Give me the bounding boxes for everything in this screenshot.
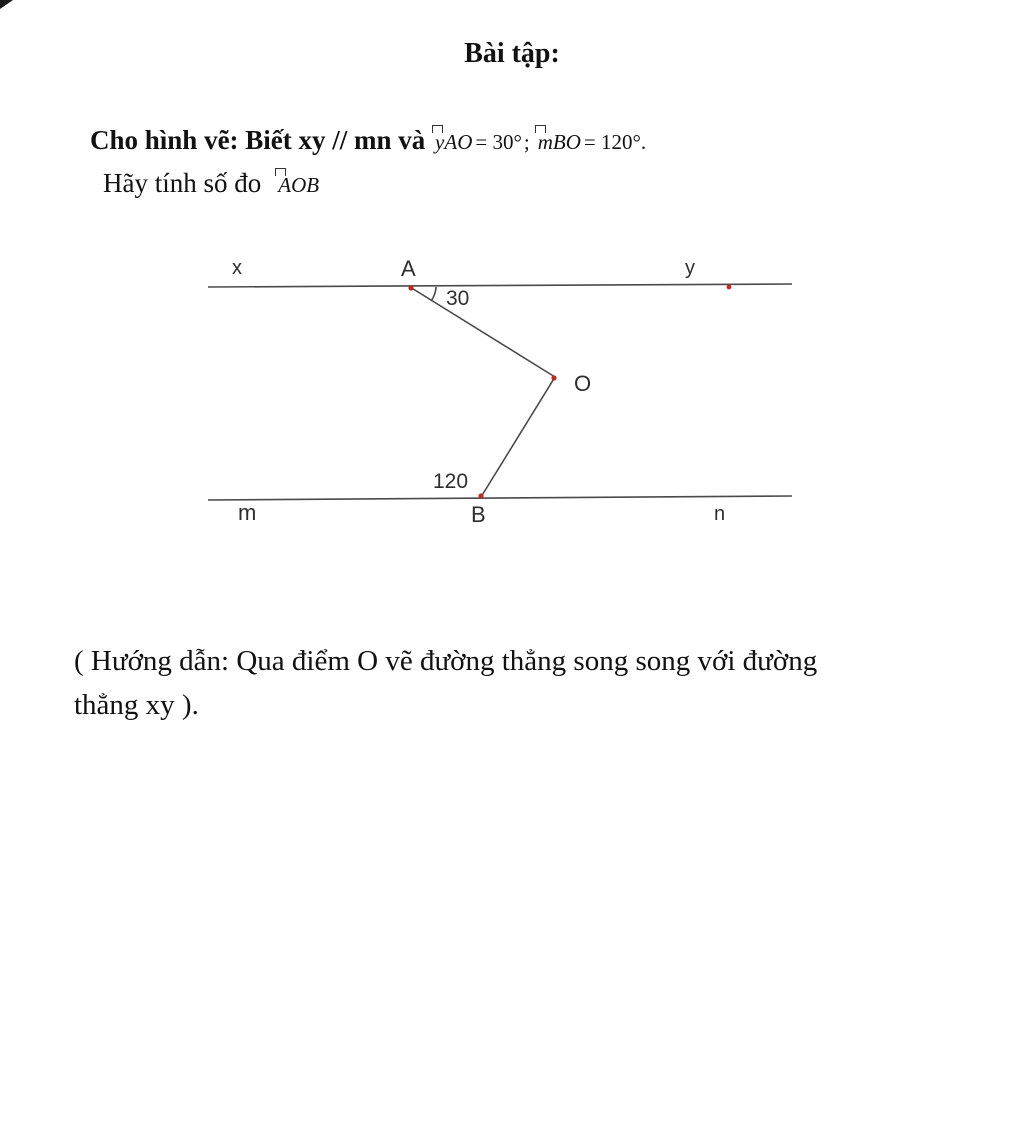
separator: ; <box>523 130 530 154</box>
angle-yAO-label: yAO <box>432 128 472 157</box>
label-O: O <box>574 371 592 396</box>
problem-statement <box>90 122 970 203</box>
line-xy <box>208 284 792 287</box>
problem-line-2 <box>90 165 970 203</box>
line-mn <box>208 496 792 500</box>
angle-AOB-label: AOB <box>275 171 319 200</box>
label-A: A <box>401 256 416 281</box>
problem-line-1 <box>90 122 970 160</box>
scan-artifact <box>0 0 13 9</box>
angle-arc-A <box>431 287 436 301</box>
angle-mBO-label: mBO <box>535 128 581 157</box>
hint-line-2: thẳng xy ). <box>74 688 199 721</box>
segment-OB <box>481 377 555 497</box>
label-angle-120: 120 <box>433 470 469 493</box>
label-n: n <box>714 503 726 525</box>
angle-mBO-value: = 120° <box>583 130 641 154</box>
problem-math <box>432 130 646 154</box>
label-x: x <box>232 257 242 279</box>
point-O-dot <box>551 375 556 380</box>
label-angle-30: 30 <box>446 287 470 310</box>
point-y-dot <box>727 285 732 290</box>
problem-lead-text: Cho hình vẽ: Biết xy // mn và <box>90 125 426 155</box>
period: . <box>640 130 647 154</box>
label-m: m <box>238 500 257 525</box>
angle-yAO-value: = 30° <box>475 130 522 154</box>
problem-question-text: Hãy tính số đo <box>103 167 262 198</box>
geometry-diagram <box>180 243 820 543</box>
hint-line-1: ( Hướng dẫn: Qua điểm O vẽ đường thẳng song song với đường <box>74 645 818 677</box>
hint-paragraph <box>74 640 1004 727</box>
label-y: y <box>685 257 695 279</box>
point-B-dot <box>478 493 483 498</box>
label-B: B <box>471 502 486 527</box>
point-A-dot <box>408 285 413 290</box>
page-title: Bài tập: <box>464 38 560 69</box>
